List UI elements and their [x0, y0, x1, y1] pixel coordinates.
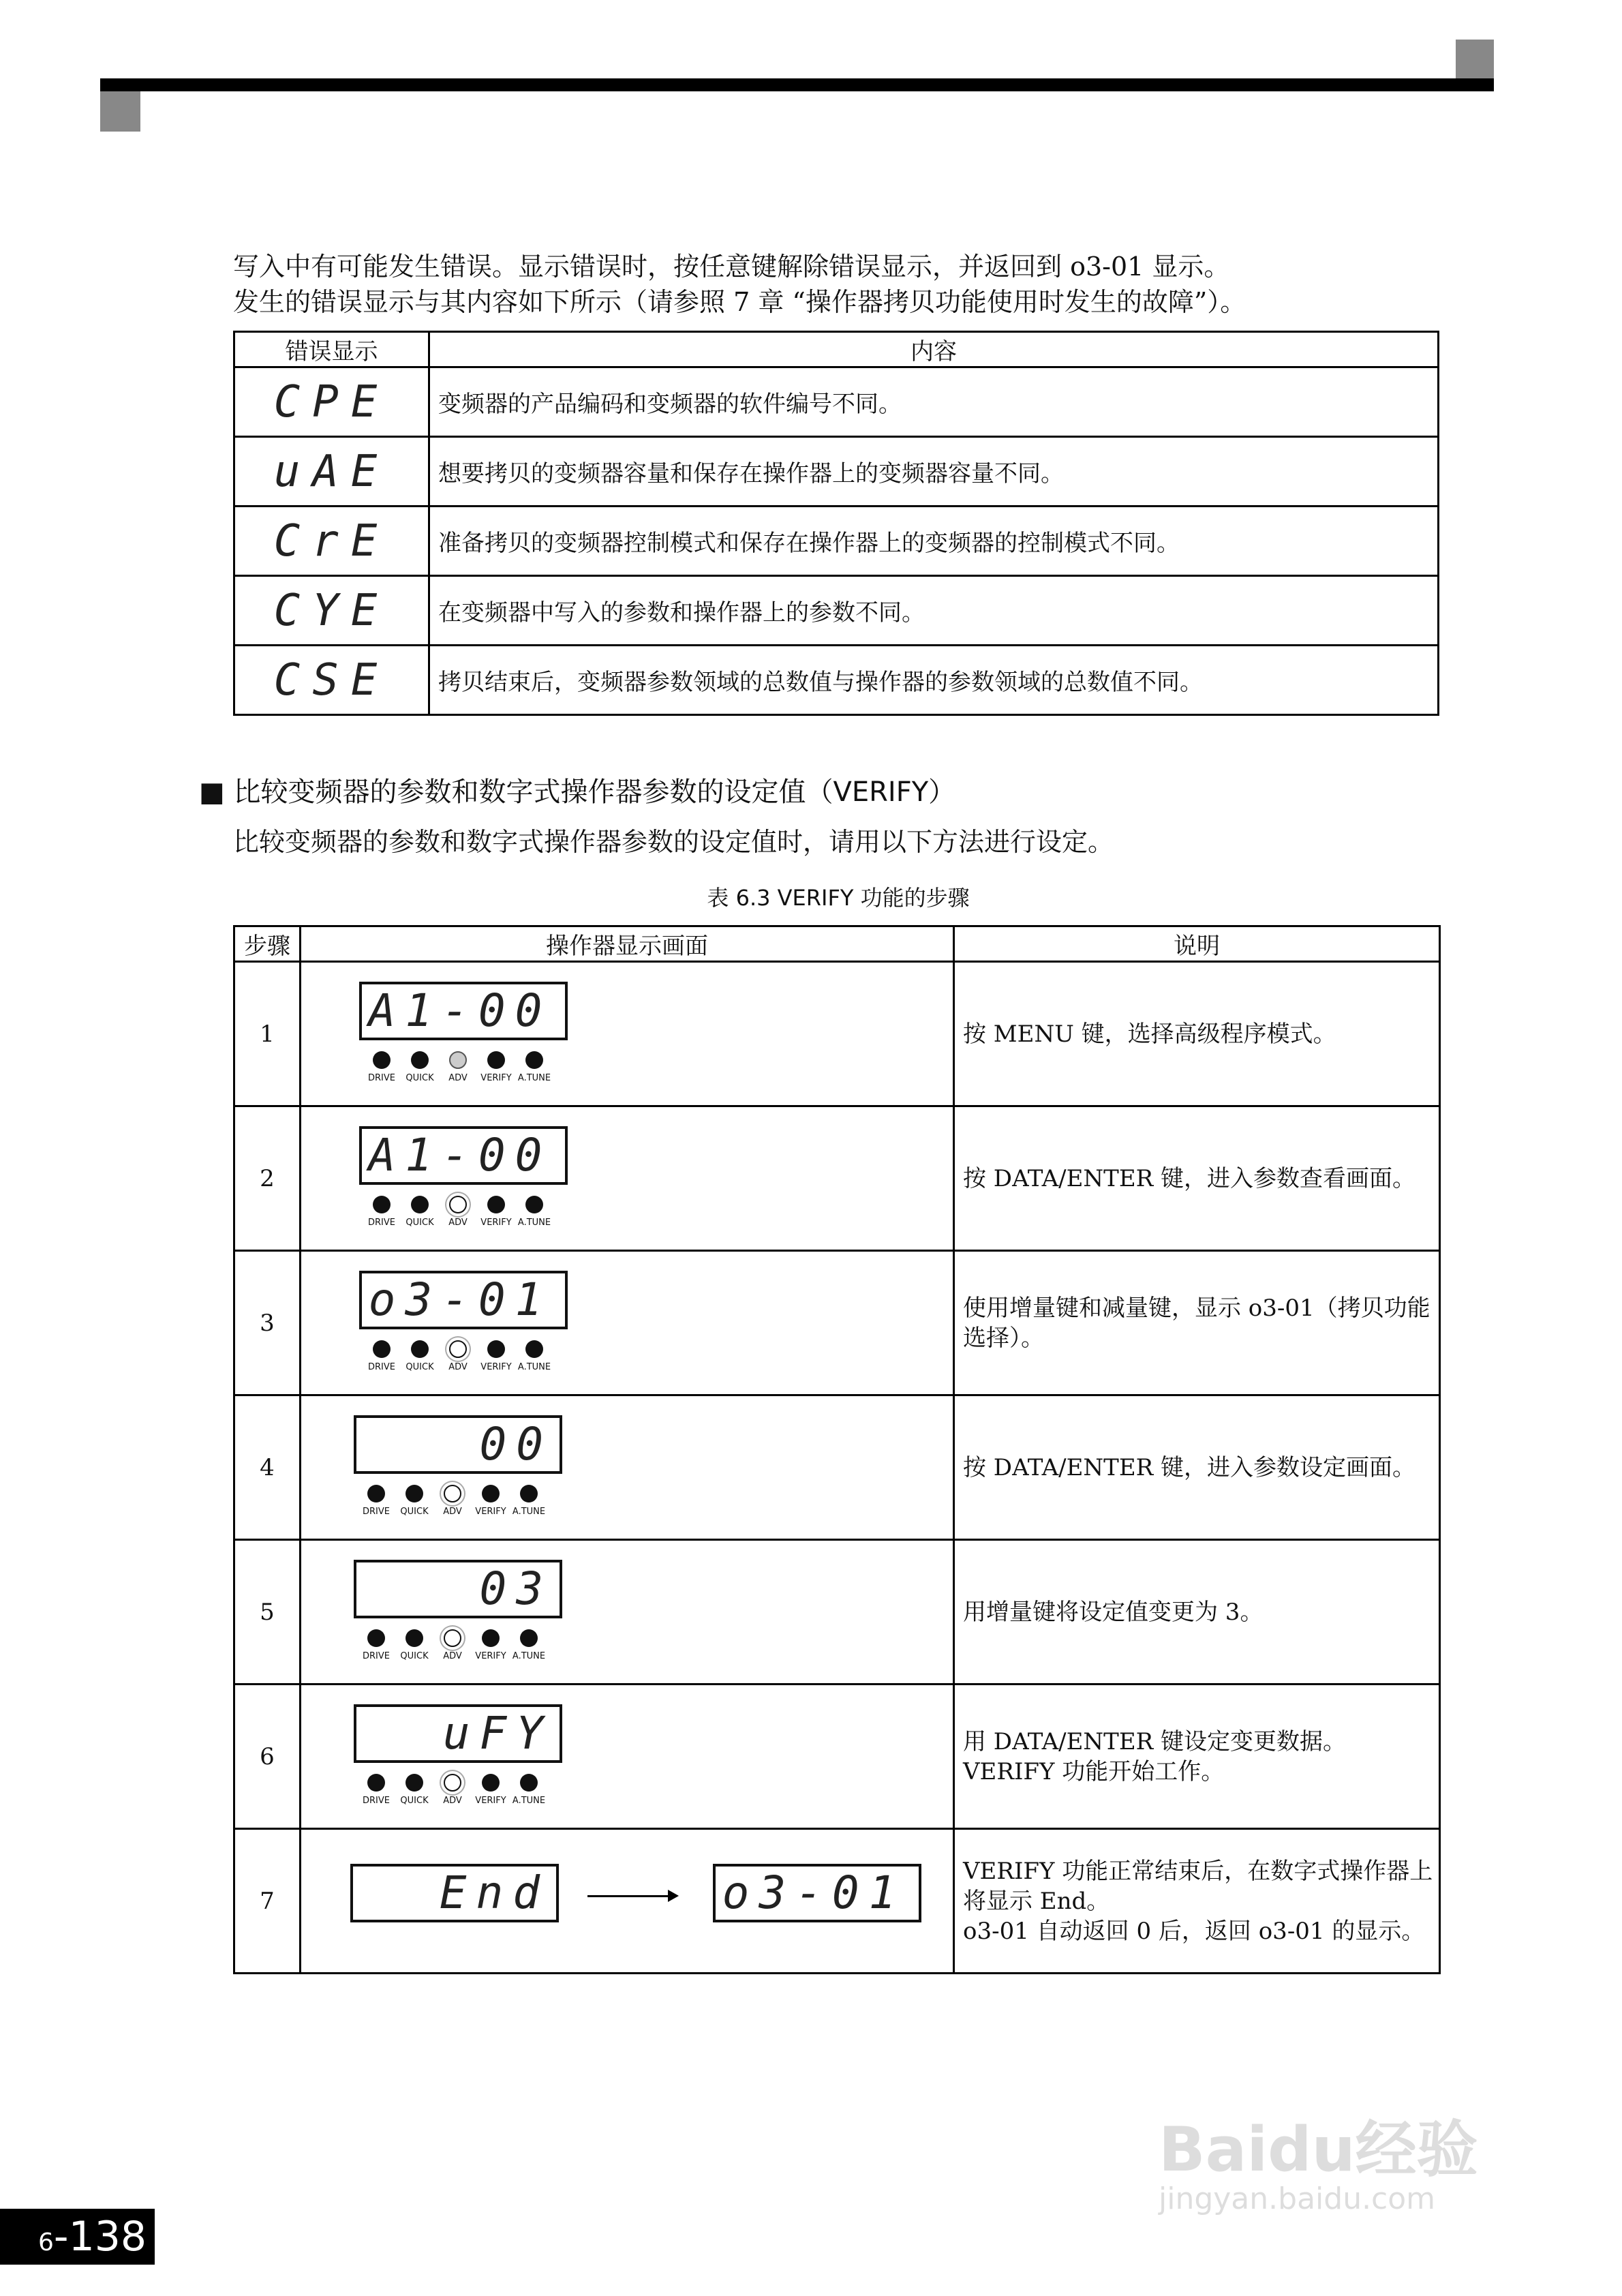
led-label: DRIVE [363, 1507, 390, 1517]
step-number: 4 [234, 1395, 301, 1540]
col-header: 错误显示 [234, 332, 429, 367]
table-row [234, 437, 1439, 507]
led-dot-icon [482, 1629, 500, 1647]
intro-line: 发生的错误显示与其内容如下所示（请参照 7 章 “操作器拷贝功能使用时发生的故障”）。 [233, 287, 1246, 317]
description-line: 用增量键将设定值变更为 3。 [963, 1598, 1264, 1626]
intro-line: 写入中有可能发生错误。显示错误时，按任意键解除错误显示，并返回到 o3-01 显示。 [233, 252, 1230, 282]
description-line: o3-01 自动返回 0 后，返回 o3-01 的显示。 [963, 1917, 1425, 1945]
led-dot-icon [449, 1196, 467, 1213]
operator-screen [301, 1106, 954, 1251]
error-description: 想要拷贝的变频器容量和保存在操作器上的变频器容量不同。 [429, 437, 1439, 507]
led-indicator [446, 1196, 470, 1228]
led-dot-icon [487, 1051, 505, 1069]
operator-screen [301, 1251, 954, 1395]
step-description [954, 962, 1440, 1106]
operator-screen [301, 1540, 954, 1685]
led-dot-icon [367, 1774, 385, 1792]
error-code: uAE [234, 437, 429, 507]
led-indicator [369, 1340, 394, 1372]
error-description: 在变频器中写入的参数和操作器上的参数不同。 [429, 576, 1439, 646]
led-indicator [512, 1485, 546, 1517]
led-dot-icon [367, 1485, 385, 1502]
led-dot-icon [406, 1629, 423, 1647]
led-label: ADV [443, 1651, 462, 1661]
led-dot-icon [373, 1051, 391, 1069]
led-indicator [512, 1629, 546, 1661]
led-label: QUICK [406, 1218, 434, 1228]
led-dot-icon [487, 1196, 505, 1213]
led-label: DRIVE [368, 1218, 395, 1228]
led-dot-icon [525, 1051, 543, 1069]
operator-screen [301, 962, 954, 1106]
table-row [234, 646, 1439, 715]
corner-square [100, 91, 140, 132]
table-row [234, 1540, 1440, 1685]
led-label: A.TUNE [512, 1651, 546, 1661]
section-text: 比较变频器的参数和数字式操作器参数的设定值时，请用以下方法进行设定。 [233, 827, 1114, 857]
table-row [234, 962, 1440, 1106]
led-label: ADV [448, 1218, 468, 1228]
lcd-display: uFY [354, 1704, 562, 1763]
error-table [233, 331, 1439, 716]
indicator-leds [363, 1629, 546, 1661]
table-row [234, 507, 1439, 576]
led-label: VERIFY [475, 1796, 506, 1806]
arrow-icon [587, 1895, 676, 1897]
error-description: 拷贝结束后，变频器参数领域的总数值与操作器的参数领域的总数值不同。 [429, 646, 1439, 715]
led-label: QUICK [400, 1796, 429, 1806]
led-indicator [446, 1340, 470, 1372]
led-indicator [517, 1051, 551, 1083]
step-number: 6 [234, 1685, 301, 1829]
led-indicator [517, 1340, 551, 1372]
led-indicator [480, 1340, 512, 1372]
led-dot-icon [525, 1340, 543, 1358]
step-number: 3 [234, 1251, 301, 1395]
led-dot-icon [444, 1485, 461, 1502]
error-code: CPE [234, 367, 429, 437]
led-dot-icon [367, 1629, 385, 1647]
led-dot-icon [373, 1340, 391, 1358]
table-row [234, 1829, 1440, 1974]
led-indicator [440, 1774, 465, 1806]
step-description [954, 1106, 1440, 1251]
led-dot-icon [482, 1485, 500, 1502]
step-description [954, 1829, 1440, 1974]
table-row [234, 1106, 1440, 1251]
step-description [954, 1540, 1440, 1685]
led-label: A.TUNE [517, 1218, 551, 1228]
table-row [234, 1251, 1440, 1395]
led-indicator [475, 1774, 506, 1806]
led-label: DRIVE [363, 1651, 390, 1661]
led-dot-icon [482, 1774, 500, 1792]
led-label: VERIFY [475, 1507, 506, 1517]
description-line: 用 DATA/ENTER 键设定变更数据。 [963, 1727, 1347, 1755]
lcd-display: 00 [354, 1415, 562, 1474]
watermark-url: jingyan.baidu.com [1159, 2181, 1436, 2216]
led-indicator [369, 1051, 394, 1083]
col-header: 操作器显示画面 [301, 926, 954, 962]
led-indicator [512, 1774, 546, 1806]
led-dot-icon [520, 1774, 538, 1792]
description-line: 将显示 End。 [963, 1887, 1110, 1915]
led-label: VERIFY [480, 1362, 512, 1372]
step-number: 5 [234, 1540, 301, 1685]
led-indicator [364, 1485, 388, 1517]
indicator-leds [363, 1774, 546, 1806]
description-line: VERIFY 功能正常结束后，在数字式操作器上 [963, 1857, 1433, 1885]
step-number: 7 [234, 1829, 301, 1974]
table-caption: 表 6.3 VERIFY 功能的步骤 [707, 885, 970, 911]
error-description: 准备拷贝的变频器控制模式和保存在操作器上的变频器的控制模式不同。 [429, 507, 1439, 576]
error-code: CSE [234, 646, 429, 715]
page-number: 6-138 [0, 2209, 155, 2265]
led-dot-icon [449, 1340, 467, 1358]
error-code: CYE [234, 576, 429, 646]
led-label: ADV [443, 1796, 462, 1806]
led-indicator [408, 1340, 432, 1372]
led-indicator [440, 1485, 465, 1517]
led-label: A.TUNE [512, 1507, 546, 1517]
led-indicator [517, 1196, 551, 1228]
led-indicator [402, 1774, 427, 1806]
led-dot-icon [373, 1196, 391, 1213]
led-label: A.TUNE [517, 1362, 551, 1372]
description-line: 使用增量键和减量键，显示 o3-01（拷贝功能 [963, 1294, 1430, 1322]
lcd-display: A1-00 [359, 982, 568, 1040]
led-label: A.TUNE [517, 1073, 551, 1083]
operator-screen [301, 1685, 954, 1829]
led-dot-icon [520, 1629, 538, 1647]
section-heading: ■ 比较变频器的参数和数字式操作器参数的设定值（VERIFY） [199, 776, 956, 808]
led-label: DRIVE [368, 1073, 395, 1083]
step-description [954, 1251, 1440, 1395]
led-label: QUICK [400, 1507, 429, 1517]
page-num: 138 [68, 2213, 147, 2261]
led-label: QUICK [400, 1651, 429, 1661]
description-line: 按 DATA/ENTER 键，进入参数设定画面。 [963, 1453, 1416, 1481]
corner-square [1456, 40, 1494, 78]
led-indicator [402, 1629, 427, 1661]
led-indicator [475, 1485, 506, 1517]
indicator-leds [368, 1340, 551, 1372]
led-label: QUICK [406, 1073, 434, 1083]
description-line: 按 MENU 键，选择高级程序模式。 [963, 1020, 1336, 1048]
led-label: DRIVE [368, 1362, 395, 1372]
indicator-leds [368, 1196, 551, 1228]
led-indicator [408, 1051, 432, 1083]
led-indicator [402, 1485, 427, 1517]
led-label: A.TUNE [512, 1796, 546, 1806]
led-dot-icon [525, 1196, 543, 1213]
table-row [234, 1395, 1440, 1540]
step-description [954, 1685, 1440, 1829]
indicator-leds [368, 1051, 551, 1083]
led-label: DRIVE [363, 1796, 390, 1806]
led-indicator [364, 1629, 388, 1661]
lcd-display: A1-00 [359, 1126, 568, 1185]
led-indicator [475, 1629, 506, 1661]
led-label: ADV [443, 1507, 462, 1517]
led-indicator [408, 1196, 432, 1228]
led-indicator [480, 1196, 512, 1228]
error-code: CrE [234, 507, 429, 576]
led-indicator [440, 1629, 465, 1661]
description-line: VERIFY 功能开始工作。 [963, 1757, 1225, 1785]
header-bar [100, 78, 1494, 91]
chapter-number: 6 [38, 2229, 54, 2256]
led-dot-icon [487, 1340, 505, 1358]
led-indicator [369, 1196, 394, 1228]
led-dot-icon [411, 1051, 429, 1069]
step-number: 1 [234, 962, 301, 1106]
led-dot-icon [444, 1629, 461, 1647]
lcd-display: o3-01 [359, 1271, 568, 1329]
led-dot-icon [411, 1340, 429, 1358]
table-row [234, 576, 1439, 646]
col-header: 说明 [954, 926, 1440, 962]
led-dot-icon [406, 1774, 423, 1792]
col-header: 内容 [429, 332, 1439, 367]
led-indicator [446, 1051, 470, 1083]
operator-screen [301, 1395, 954, 1540]
led-label: VERIFY [480, 1218, 512, 1228]
error-description: 变频器的产品编码和变频器的软件编号不同。 [429, 367, 1439, 437]
led-dot-icon [449, 1051, 467, 1069]
table-row [234, 1685, 1440, 1829]
led-label: VERIFY [480, 1073, 512, 1083]
description-line: 选择）。 [963, 1324, 1044, 1352]
step-description [954, 1395, 1440, 1540]
led-label: QUICK [406, 1362, 434, 1372]
col-header: 步骤 [234, 926, 301, 962]
watermark-logo: Baidu经验 [1159, 2114, 1478, 2186]
led-label: ADV [448, 1073, 468, 1083]
lcd-display: 03 [354, 1560, 562, 1618]
led-indicator [480, 1051, 512, 1083]
led-dot-icon [406, 1485, 423, 1502]
led-label: ADV [448, 1362, 468, 1372]
led-label: VERIFY [475, 1651, 506, 1661]
led-dot-icon [520, 1485, 538, 1502]
lcd-display: o3-01 [713, 1864, 921, 1922]
lcd-display: End [350, 1864, 559, 1922]
description-line: 按 DATA/ENTER 键，进入参数查看画面。 [963, 1164, 1416, 1192]
step-number: 2 [234, 1106, 301, 1251]
table-row [234, 367, 1439, 437]
indicator-leds [363, 1485, 546, 1517]
operator-screen [301, 1829, 954, 1974]
led-indicator [364, 1774, 388, 1806]
led-dot-icon [411, 1196, 429, 1213]
verify-steps-table [233, 925, 1441, 1974]
led-dot-icon [444, 1774, 461, 1792]
